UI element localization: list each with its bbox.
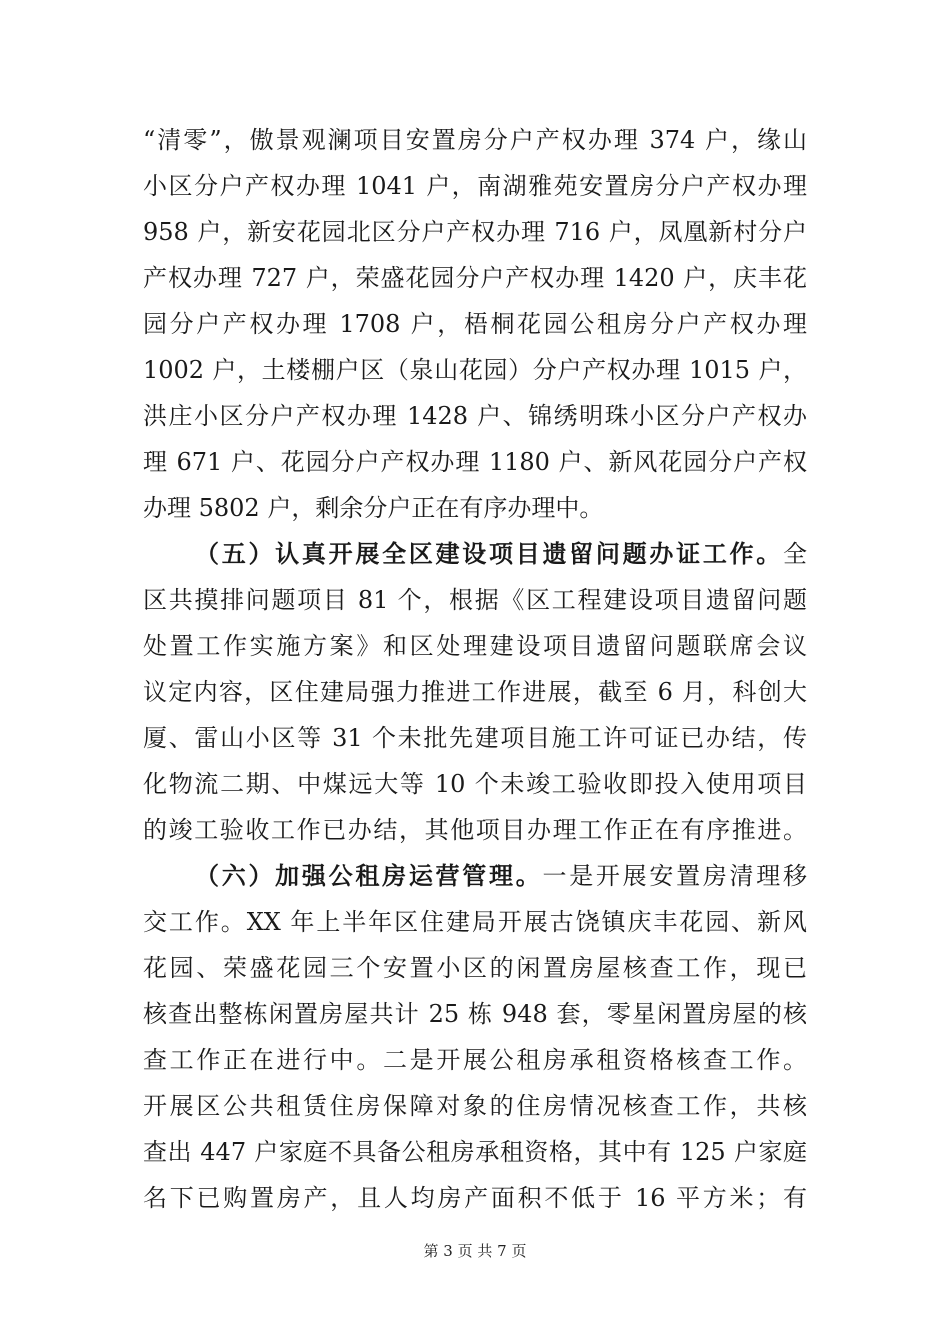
text-line: 厦、雷山小区等 31 个未批先建项目施工许可证已办结，传 — [143, 724, 807, 752]
text-line: 议定内容，区住建局强力推进工作进展，截至 6 月，科创大 — [143, 678, 807, 706]
paragraph-public-rental-housing — [143, 853, 807, 1221]
text-line: 开展区公共租赁住房保障对象的住房情况核查工作，共核 — [143, 1092, 807, 1120]
text-line: 查出 447 户家庭不具备公租房承租资格，其中有 125 户家庭 — [143, 1138, 807, 1166]
text-line: 理 671 户、花园分户产权办理 1180 户、新风花园分户产权 — [143, 448, 807, 476]
text-line: 区共摸排问题项目 81 个，根据《区工程建设项目遗留问题 — [143, 586, 807, 614]
text-line: 小区分户产权办理 1041 户，南湖雅苑安置房分户产权办理 — [143, 172, 807, 200]
text-line: 园分户产权办理 1708 户，梧桐花园公租房分户产权办理 — [143, 310, 807, 338]
text-line: 办理 5802 户，剩余分户正在有序办理中。 — [143, 494, 604, 522]
paragraph-property-registration — [143, 117, 807, 531]
document-body — [143, 117, 807, 1221]
text-line: 1002 户，土楼棚户区（泉山花园）分户产权办理 1015 户， — [143, 356, 807, 384]
text-line: 查工作正在进行中。二是开展公租房承租资格核查工作。 — [143, 1046, 807, 1074]
text-line: 核查出整栋闲置房屋共计 25 栋 948 套，零星闲置房屋的核 — [143, 1000, 807, 1028]
paragraph-first-line — [143, 531, 807, 577]
page-number-footer: 第 3 页 共 7 页 — [423, 1242, 527, 1260]
text-line: 处置工作实施方案》和区处理建设项目遗留问题联席会议 — [143, 632, 807, 660]
text-line: 花园、荣盛花园三个安置小区的闲置房屋核查工作，现已 — [143, 954, 807, 982]
text-run: 全 — [783, 540, 807, 568]
text-line: 958 户，新安花园北区分户产权办理 716 户，凤凰新村分户 — [143, 218, 807, 246]
text-line: 洪庄小区分户产权办理 1428 户、锦绣明珠小区分户产权办 — [143, 402, 807, 430]
section-heading: （六）加强公租房运营管理。 — [195, 861, 543, 890]
text-line: “清零”，傲景观澜项目安置房分户产权办理 374 户，缘山 — [143, 126, 807, 154]
paragraph-first-line — [143, 853, 807, 899]
text-line: 名下已购置房产，且人均房产面积不低于 16 平方米；有 — [143, 1184, 807, 1212]
text-line: 化物流二期、中煤远大等 10 个未竣工验收即投入使用项目 — [143, 770, 807, 798]
section-heading: （五）认真开展全区建设项目遗留问题办证工作。 — [195, 539, 783, 568]
text-run: 一是开展安置房清理移 — [542, 862, 808, 890]
text-line: 交工作。XX 年上半年区住建局开展古饶镇庆丰花园、新风 — [143, 908, 807, 936]
text-line: 产权办理 727 户，荣盛花园分户产权办理 1420 户，庆丰花 — [143, 264, 807, 292]
paragraph-legacy-projects — [143, 531, 807, 853]
text-line: 的竣工验收工作已办结，其他项目办理工作正在有序推进。 — [143, 816, 807, 844]
